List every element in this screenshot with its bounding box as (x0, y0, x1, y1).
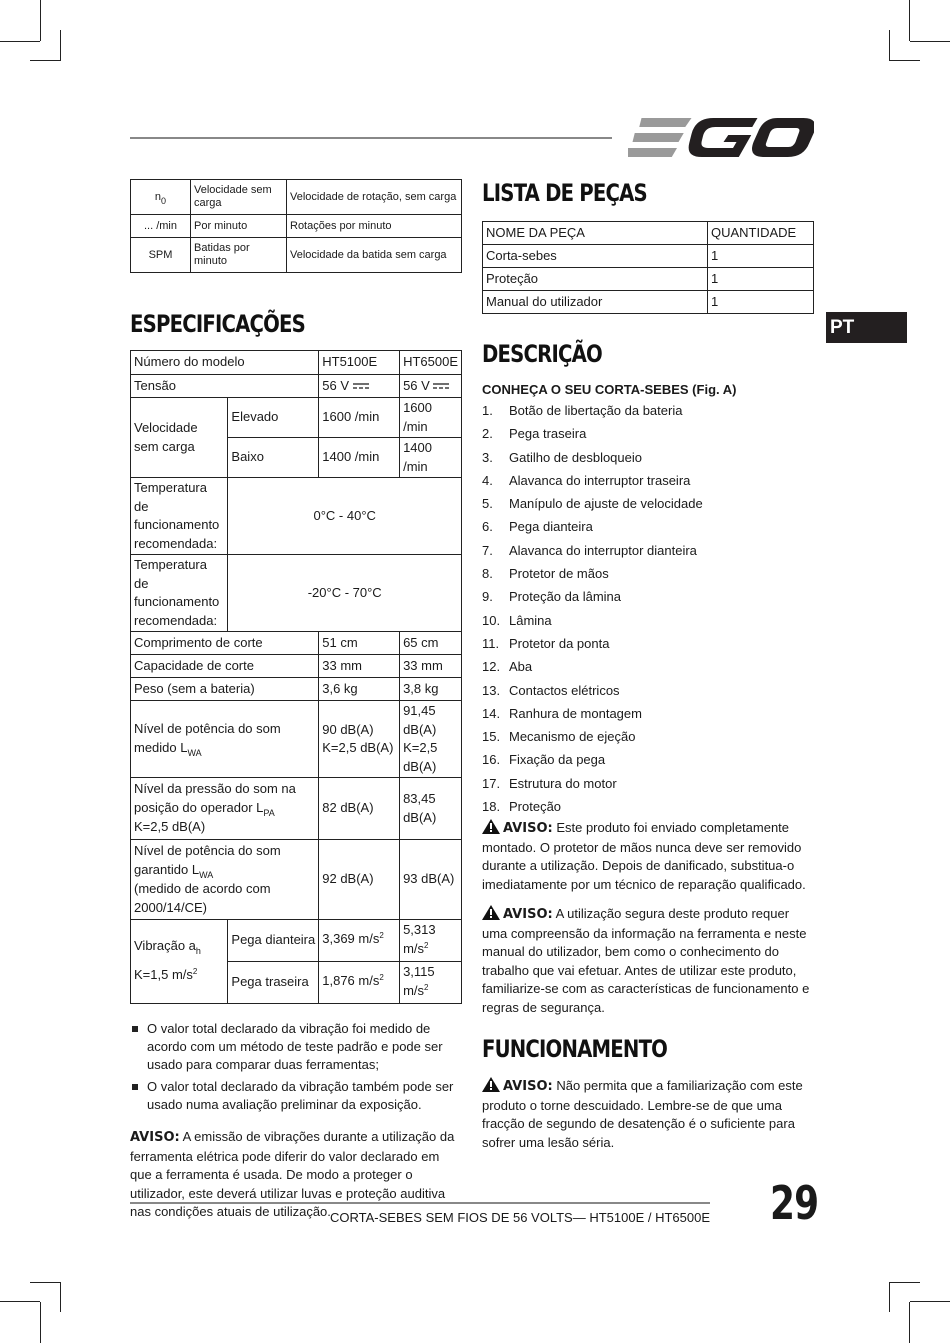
specs-table (130, 350, 462, 1004)
crop-mark (60, 30, 61, 60)
abbr-meaning: Rotações por minuto (287, 215, 462, 238)
spec-value: 56 V (322, 377, 349, 393)
crop-mark (60, 1282, 61, 1312)
left-column (130, 179, 462, 1222)
warning-text: Não permita que a familiarização com este produto o torne descuidado. Lembre-se de que uma fracção de segundo de desatenção é o suficiente para sofrer uma lesão séria. (482, 1078, 803, 1150)
spec-value: HT5100E (319, 351, 400, 375)
parts-description-list (482, 399, 814, 818)
table-row (131, 655, 462, 678)
list-item-number: 5. (482, 496, 493, 512)
table-row (483, 268, 814, 291)
crop-mark (0, 1301, 40, 1302)
spec-label: Nível de potência do som garantido L (134, 843, 281, 877)
bullet-icon (132, 1084, 138, 1090)
list-item (482, 515, 814, 538)
abbr-symbol: SPM (131, 238, 191, 273)
abbr-term: Por minuto (191, 215, 287, 238)
spec-value: 1600 /min (319, 398, 400, 438)
list-item (482, 795, 814, 818)
crop-mark (40, 1302, 41, 1343)
table-row (483, 222, 814, 245)
crop-mark (889, 1282, 920, 1283)
parts-col-qty: QUANTIDADE (708, 222, 814, 245)
spec-label: K=2,5 dB(A) (134, 819, 206, 835)
dc-symbol-icon (433, 382, 449, 390)
list-item-label: Protetor da ponta (509, 635, 610, 651)
list-item-number: 3. (482, 449, 493, 465)
operation-warning (482, 1077, 814, 1152)
spec-label: Número do modelo (131, 351, 319, 375)
spec-label-sub: WA (187, 747, 202, 758)
language-tab: PT (826, 312, 907, 343)
spec-value: 0°C - 40°C (228, 478, 462, 555)
spec-value: K=2,5 dB(A) (403, 740, 438, 774)
list-item (482, 562, 814, 585)
list-item-label: Alavanca do interruptor dianteira (509, 542, 697, 558)
part-qty: 1 (708, 268, 814, 291)
abbr-term: Batidas por minuto (191, 238, 287, 273)
list-item (482, 609, 814, 632)
list-item (482, 539, 814, 562)
list-item-label: Pega dianteira (509, 519, 593, 535)
list-item-number: 6. (482, 519, 493, 535)
specs-heading: ESPECIFICAÇÕES (130, 310, 306, 338)
list-item-number: 8. (482, 566, 493, 582)
list-item-number: 14. (482, 705, 501, 721)
list-item: O valor total declarado da vibração foi medido de acordo com um método de teste padrão e pode ser usado para comparar duas ferramentas; (130, 1020, 462, 1074)
warning-text: A emissão de vibrações durante a utilização da ferramenta elétrica pode diferir do valor declarado em que a ferramenta é usada. De modo a proteger o utilizador, este deverá utilizar luvas e proteção auditiva nas condições atuais de utilização. (130, 1129, 455, 1219)
parts-col-name: NOME DA PEÇA (483, 222, 708, 245)
part-name: Proteção (483, 268, 708, 291)
spec-value: 1,876 m/s (322, 973, 380, 989)
abbr-meaning: Velocidade da batida sem carga (287, 238, 462, 273)
table-row (131, 701, 462, 778)
list-item-number: 17. (482, 775, 501, 791)
warning-label: AVISO: (503, 907, 553, 923)
operation-heading: FUNCIONAMENTO (482, 1035, 668, 1064)
spec-label: Nível de potência do som medido L (134, 721, 281, 755)
table-row (131, 920, 462, 962)
parts-table (482, 221, 814, 314)
abbr-symbol: ... /min (131, 215, 191, 238)
crop-mark (910, 41, 950, 42)
list-item (482, 469, 814, 492)
list-item (482, 422, 814, 445)
list-item-label: Gatilho de desbloqueio (509, 449, 642, 465)
spec-value: 1600 /min (400, 398, 462, 438)
abbr-term: Velocidade sem carga (191, 180, 287, 215)
table-row (131, 555, 462, 632)
vibration-warning (130, 1128, 462, 1222)
list-item-label: Manípulo de ajuste de velocidade (509, 496, 703, 512)
table-row (483, 245, 814, 268)
spec-value: 1400 /min (400, 438, 462, 478)
spec-value: 5,313 m/s (403, 922, 436, 956)
unit-sup: 2 (424, 982, 429, 992)
table-row (131, 778, 462, 840)
table-row (131, 398, 462, 438)
spec-value: 3,6 kg (319, 678, 400, 701)
list-item-number: 7. (482, 542, 493, 558)
list-item-number: 1. (482, 403, 493, 418)
spec-value: 51 cm (319, 632, 400, 655)
list-item-label: Botão de libertação da bateria (509, 403, 683, 418)
list-item (482, 748, 814, 771)
list-item-number: 18. (482, 799, 501, 815)
footer-text: CORTA-SEBES SEM FIOS DE 56 VOLTS— HT5100E / HT6500E (329, 1210, 710, 1225)
unit-sup: 2 (379, 931, 384, 941)
unit-sup: 2 (424, 940, 429, 950)
warning-triangle-icon (482, 1077, 500, 1092)
table-row (131, 678, 462, 701)
table-row (131, 478, 462, 555)
list-item-number: 13. (482, 682, 501, 698)
abbr-symbol-sub: 0 (161, 195, 167, 206)
crop-mark (30, 1282, 61, 1283)
list-item-label: Estrutura do motor (509, 775, 617, 791)
assembly-warning (482, 819, 814, 894)
list-item-label: Proteção da lâmina (509, 589, 622, 605)
part-qty: 1 (708, 245, 814, 268)
list-item-label: Ranhura de montagem (509, 705, 642, 721)
warning-text: Este produto foi enviado completamente montado. O protetor de mãos nunca deve ser removido durante a utilização. Depois de danificado, substitua-o imediatamente por um técnico de reparação qualificado. (482, 820, 806, 892)
bullet-icon (132, 1026, 138, 1032)
spec-label-sub: h (195, 946, 201, 956)
list-item-number: 15. (482, 729, 501, 745)
spec-label-sub: PA (263, 807, 275, 818)
crop-mark (909, 0, 910, 41)
vibration-notes (130, 1020, 462, 1114)
crop-mark (0, 41, 40, 42)
ego-logo (628, 116, 814, 160)
warning-triangle-icon (482, 905, 500, 920)
list-item-label: Contactos elétricos (509, 682, 620, 698)
table-row (483, 291, 814, 314)
spec-label: Velocidade sem carga (131, 398, 228, 478)
crop-mark (889, 1282, 890, 1312)
list-item-number: 4. (482, 472, 493, 488)
crop-mark (889, 60, 920, 61)
footer-rule (130, 1202, 710, 1204)
table-row (131, 840, 462, 920)
abbr-symbol: n (154, 190, 162, 203)
spec-value: -20°C - 70°C (228, 555, 462, 632)
list-item-label: Lâmina (509, 612, 552, 628)
spec-label: Temperatura de funcionamento recomendada: (131, 478, 228, 555)
list-item-label: Pega traseira (509, 426, 587, 442)
spec-label: Vibração a (134, 938, 196, 953)
table-row (131, 632, 462, 655)
spec-sublabel: Pega dianteira (228, 920, 319, 962)
list-item (482, 585, 814, 608)
list-item-label: Aba (509, 659, 533, 675)
description-subheading: CONHEÇA O SEU CORTA-SEBES (Fig. A) (482, 382, 737, 397)
list-item (482, 492, 814, 515)
spec-label: (medido de acordo com 2000/14/CE) (134, 881, 271, 915)
spec-value: 3,8 kg (400, 678, 462, 701)
spec-label: Tensão (131, 375, 319, 398)
list-item-label: Proteção (509, 799, 562, 815)
list-item-label: Protetor de mãos (509, 566, 609, 582)
warning-label: AVISO: (130, 1130, 180, 1145)
spec-value: 91,45 dB(A) (403, 703, 437, 737)
header-rule (130, 137, 612, 139)
list-item-number: 9. (482, 589, 493, 605)
warning-label: AVISO: (503, 821, 553, 837)
warning-triangle-icon (482, 819, 500, 834)
spec-label: K=1,5 m/s (134, 967, 193, 982)
crop-mark (910, 1301, 950, 1302)
crop-mark (40, 0, 41, 41)
list-item (482, 399, 814, 422)
table-row (131, 375, 462, 398)
table-row (131, 351, 462, 375)
description-heading: DESCRIÇÃO (482, 340, 602, 368)
list-item: O valor total declarado da vibração também pode ser usado numa avaliação preliminar da exposição. (130, 1078, 462, 1114)
abbr-meaning: Velocidade de rotação, sem carga (287, 180, 462, 215)
list-item (482, 772, 814, 795)
spec-value: 92 dB(A) (319, 840, 400, 920)
table-row (131, 238, 462, 273)
list-item-label: Alavanca do interruptor traseira (509, 472, 691, 488)
spec-value: 83,45 dB(A) (400, 778, 462, 840)
dc-symbol-icon (353, 382, 369, 390)
spec-label: Nível da pressão do som na posição do operador L (134, 781, 296, 815)
list-item (482, 725, 814, 748)
spec-label: Capacidade de corte (131, 655, 319, 678)
list-item (482, 632, 814, 655)
warning-text: A utilização segura deste produto requer uma compreensão da informação na ferramenta e neste manual do utilizador, bem como o conhecimento do trabalho que vai efetuar. Antes de utilizar este produto, familiarize-se com as características de funcionamento e regras de segurança. (482, 906, 810, 1015)
list-item (482, 702, 814, 725)
list-item (482, 446, 814, 469)
list-item-number: 16. (482, 752, 501, 768)
spec-sublabel: Pega traseira (228, 962, 319, 1004)
spec-label: Peso (sem a bateria) (131, 678, 319, 701)
spec-value: 3,369 m/s (322, 931, 380, 947)
crop-mark (909, 1302, 910, 1343)
part-name: Corta-sebes (483, 245, 708, 268)
page-number: 29 (770, 1176, 819, 1230)
spec-value: 1400 /min (319, 438, 400, 478)
unit-sup: 2 (379, 973, 384, 983)
table-row (131, 180, 462, 215)
parts-list-heading: LISTA DE PEÇAS (482, 179, 647, 207)
spec-value: 3,115 m/s (403, 964, 435, 998)
list-item-label: Mecanismo de ejeção (509, 729, 636, 745)
spec-label: Comprimento de corte (131, 632, 319, 655)
list-item-number: 12. (482, 659, 501, 675)
warning-label: AVISO: (503, 1079, 553, 1095)
crop-mark (30, 60, 61, 61)
list-item-label: Fixação da pega (509, 752, 606, 768)
spec-label-sub: WA (199, 869, 214, 880)
spec-label: Temperatura de funcionamento recomendada: (131, 555, 228, 632)
spec-value: 65 cm (400, 632, 462, 655)
list-item (482, 655, 814, 678)
list-item-number: 2. (482, 426, 493, 442)
list-item-number: 11. (482, 635, 500, 651)
spec-sublabel: Elevado (228, 398, 319, 438)
spec-value: 90 dB(A) (322, 721, 374, 737)
part-qty: 1 (708, 291, 814, 314)
list-item-number: 10. (482, 612, 501, 628)
spec-value: 93 dB(A) (400, 840, 462, 920)
abbreviation-table (130, 179, 462, 273)
spec-value: 56 V (403, 377, 430, 393)
right-column (482, 179, 814, 1152)
safety-warning (482, 905, 814, 1017)
spec-sublabel: Baixo (228, 438, 319, 478)
spec-value: HT6500E (400, 351, 462, 375)
spec-value: 33 mm (400, 655, 462, 678)
list-item (482, 679, 814, 702)
crop-mark (889, 30, 890, 60)
spec-value: K=2,5 dB(A) (322, 740, 394, 755)
table-row (131, 215, 462, 238)
spec-label-sup: 2 (192, 967, 198, 976)
part-name: Manual do utilizador (483, 291, 708, 314)
spec-value: 33 mm (319, 655, 400, 678)
spec-value: 82 dB(A) (319, 778, 400, 840)
